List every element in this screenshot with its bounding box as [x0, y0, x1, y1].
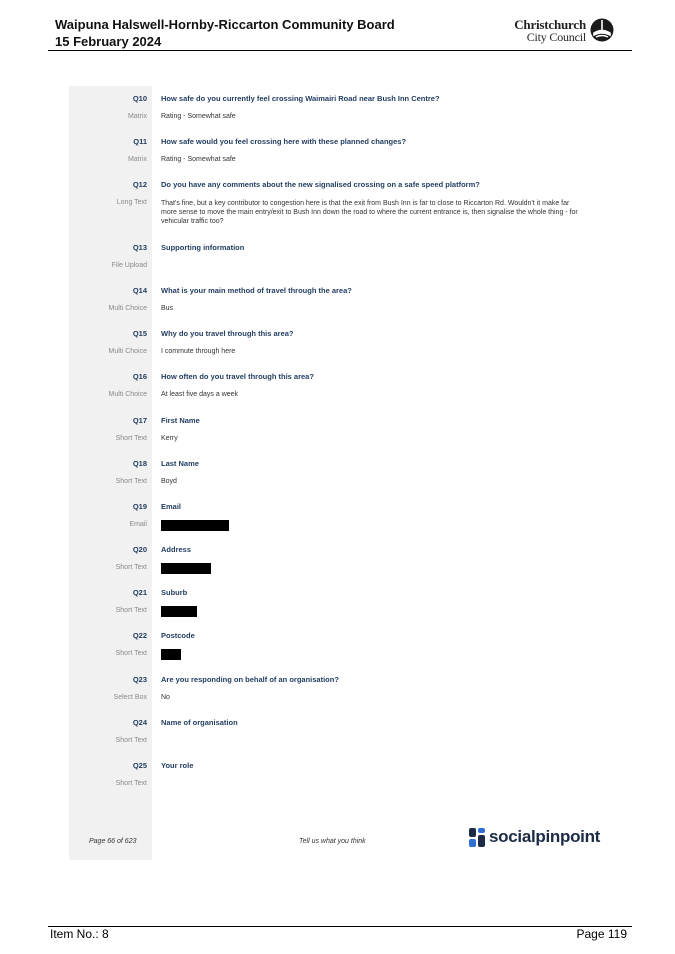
question-title: Email [161, 502, 182, 511]
logo-text-line1: Christchurch [514, 17, 586, 32]
question-row [69, 545, 611, 585]
question-number: Q16 [132, 372, 147, 381]
question-type: Short Text [115, 607, 147, 614]
question-title: First Name [161, 416, 200, 425]
page-number: Page 119 [576, 927, 627, 941]
socialpinpoint-logo [469, 827, 599, 849]
question-row [69, 243, 611, 283]
question-title: How often do you travel through this area? [161, 372, 314, 381]
question-type: Short Text [115, 564, 147, 571]
meeting-date: 15 February 2024 [55, 34, 162, 49]
question-answer: Kerry [161, 435, 178, 442]
question-number: Q20 [132, 545, 147, 554]
question-number: Q24 [132, 718, 147, 727]
council-logo [512, 17, 616, 47]
question-title: What is your main method of travel through the area? [161, 286, 352, 295]
question-type: File Upload [111, 262, 147, 269]
question-row [69, 94, 611, 134]
question-answer: Rating - Somewhat safe [161, 113, 236, 120]
question-type: Long Text [116, 199, 147, 206]
question-row [69, 718, 611, 758]
question-title: Why do you travel through this area? [161, 329, 294, 338]
question-type: Multi Choice [108, 391, 147, 398]
redaction-box [161, 520, 229, 531]
question-row [69, 137, 611, 177]
footer-rule [48, 926, 632, 927]
question-type: Short Text [115, 780, 147, 787]
question-row [69, 180, 611, 238]
question-title: Last Name [161, 459, 199, 468]
question-row [69, 372, 611, 412]
question-answer: No [161, 694, 170, 701]
board-name: Waipuna Halswell-Hornby-Riccarton Community Board [55, 17, 395, 32]
question-number: Q18 [132, 459, 147, 468]
question-type: Short Text [115, 650, 147, 657]
question-type: Short Text [115, 478, 147, 485]
survey-response-page [69, 86, 611, 860]
inner-page-tagline: Tell us what you think [299, 838, 366, 845]
question-row [69, 675, 611, 715]
question-type: Email [129, 521, 147, 528]
question-title: How safe would you feel crossing here with these planned changes? [161, 137, 407, 146]
logo-text-line2: City Council [526, 30, 586, 44]
question-answer: Boyd [161, 478, 177, 485]
redaction-box [161, 563, 211, 574]
socialpinpoint-wordmark: socialpinpoint [489, 827, 601, 846]
question-title: Address [161, 545, 192, 554]
question-type: Short Text [115, 435, 147, 442]
question-number: Q15 [132, 329, 147, 338]
redaction-box [161, 606, 197, 617]
question-answer: I commute through here [161, 348, 236, 355]
question-type: Multi Choice [108, 305, 147, 312]
question-type: Multi Choice [108, 348, 147, 355]
question-type: Select Box [113, 694, 147, 701]
question-row [69, 588, 611, 628]
question-number: Q25 [132, 761, 147, 770]
question-row [69, 286, 611, 326]
question-title: Supporting information [161, 243, 245, 252]
question-title: Are you responding on behalf of an organisation? [161, 675, 339, 684]
question-number: Q23 [132, 675, 147, 684]
question-number: Q10 [132, 94, 147, 103]
question-row [69, 631, 611, 671]
question-row [69, 502, 611, 542]
council-logo-icon [590, 18, 614, 42]
question-answer: That's fine, but a key contributor to congestion here is that the exit from Bush Inn is far to close to Riccarton Rd. Wouldn't it make far more sense to move the main entry/exit to Bush Inn down the road to where the current entrance is, then signalise the whole thing - for vehicular traffic too? [161, 200, 578, 225]
question-answer: Bus [161, 305, 174, 312]
question-title: Name of organisation [161, 718, 238, 727]
question-number: Q14 [132, 286, 147, 295]
question-row [69, 761, 611, 801]
header-rule [48, 50, 632, 51]
question-number: Q12 [132, 180, 147, 189]
question-number: Q22 [132, 631, 147, 640]
question-answer: Rating - Somewhat safe [161, 156, 236, 163]
socialpinpoint-icon [469, 828, 485, 847]
question-number: Q11 [133, 137, 147, 146]
question-answer: At least five days a week [161, 391, 239, 398]
question-number: Q17 [132, 416, 147, 425]
question-row [69, 329, 611, 369]
question-title: Suburb [161, 588, 188, 597]
question-type: Short Text [115, 737, 147, 744]
question-row [69, 416, 611, 456]
question-title: How safe do you currently feel crossing Waimairi Road near Bush Inn Centre? [161, 94, 440, 103]
question-title: Postcode [161, 631, 195, 640]
question-type: Matrix [127, 113, 147, 120]
question-number: Q21 [132, 588, 147, 597]
question-row [69, 459, 611, 499]
question-number: Q19 [132, 502, 147, 511]
question-title: Your role [161, 761, 194, 770]
question-title: Do you have any comments about the new signalised crossing on a safe speed platform? [161, 180, 480, 189]
question-number: Q13 [132, 243, 147, 252]
document-header [55, 16, 395, 50]
question-type: Matrix [127, 156, 147, 163]
inner-page-number: Page 66 of 623 [89, 838, 137, 845]
item-number: Item No.: 8 [50, 927, 109, 941]
redaction-box [161, 649, 181, 660]
